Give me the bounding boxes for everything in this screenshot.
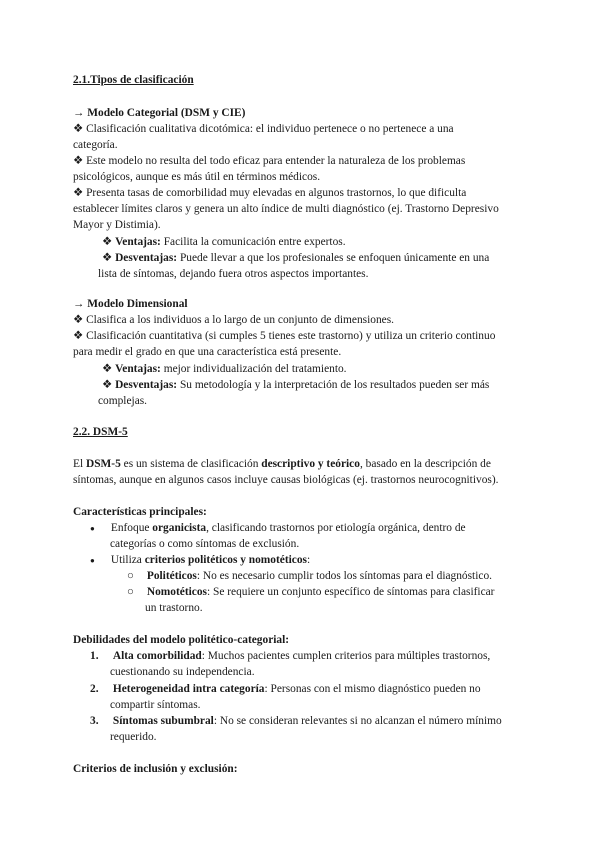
feature-text: Enfoque [110,522,153,534]
weakness-bold: Heterogeneidad intra categoría [112,683,265,695]
categorial-heading [73,105,245,121]
dimensional-heading [73,296,188,312]
bullet-icon: ● [90,556,95,565]
advantages-text: mejor individualización del tratamiento. [160,363,347,375]
categorial-p3-line1 [73,185,466,201]
intro-text: es un sistema de clasificación [120,458,262,470]
diamond-icon: ❖ [102,252,113,264]
features-bullet-1 [90,520,466,537]
weakness-1 [90,648,490,664]
dimensional-p2-line1 [73,328,495,344]
weakness-text: : Muchos pacientes cumplen criterios para múltiples trastornos, [201,650,491,662]
diamond-icon: ❖ [73,187,84,199]
features-bullet-2 [90,552,310,569]
diamond-icon: ❖ [73,155,84,167]
weakness-text: : No se consideran relevantes si no alcanzan el número mínimo [213,715,502,727]
weaknesses-heading: Debilidades del modelo politético-categorial: [73,634,290,646]
arrow-icon: → [73,298,85,310]
feature-bold: organicista [152,522,207,534]
feature-sub-bold: Nomotéticos [146,586,207,598]
dimensional-heading-text: Modelo Dimensional [87,298,188,310]
advantages-text: Facilita la comunicación entre expertos. [160,236,346,248]
feature-text: : [307,554,311,566]
features-bullet-1-line2: categorías o como síntomas de exclusión. [110,538,300,550]
intro-text: El [73,458,86,470]
intro-bold-descriptivo: descriptivo y teórico [261,458,360,470]
weakness-3-line2: requerido. [110,731,157,743]
weakness-2-line2: compartir síntomas. [110,699,201,711]
bullet-icon: ● [90,524,95,533]
categorial-p2-line1 [73,153,465,169]
categorial-p3-text: Presenta tasas de comorbilidad muy elevadas en algunos trastornos, lo que dificulta [86,187,467,199]
feature-sub-text: : No es necesario cumplir todos los síntomas para el diagnóstico. [196,570,492,582]
categorial-advantages [102,234,346,250]
categorial-heading-text: Modelo Categorial (DSM y CIE) [87,107,246,119]
dimensional-disadvantages [102,377,489,393]
categorial-disadvantages-line2: lista de síntomas, dejando fuera otros aspectos importantes. [98,268,369,280]
feature-text: , clasificando trastornos por etiología orgánica, dentro de [206,522,466,534]
features-heading: Características principales: [73,506,207,518]
dimensional-p1-text: Clasifica a los individuos a lo largo de un conjunto de dimensiones. [86,314,394,326]
categorial-disadvantages [102,250,489,266]
diamond-icon: ❖ [102,379,113,391]
circle-bullet-icon: ○ [127,570,134,582]
categorial-p1-line2: categoría. [73,139,118,151]
list-number: 3. [90,715,99,727]
dsm5-intro-line2: síntomas, aunque en algunos casos incluye causas biológicas (ej. trastornos neurocognitivos). [73,474,499,486]
advantages-label: Ventajas: [115,236,161,248]
feature-sub-bold: Politéticos [146,570,197,582]
dsm5-intro-line1 [73,456,491,472]
disadvantages-label: Desventajas: [115,252,178,264]
list-number: 1. [90,650,99,662]
weakness-2 [90,681,481,697]
feature-sub-text: : Se requiere un conjunto específico de síntomas para clasificar [206,586,495,598]
categorial-p2-text: Este modelo no resulta del todo eficaz para entender la naturaleza de los problemas [86,155,466,167]
disadvantages-text: Su metodología y la interpretación de los resultados pueden ser más [177,379,490,391]
intro-text: , basado en la descripción de [359,458,491,470]
diamond-icon: ❖ [102,363,113,375]
weakness-3 [90,713,502,729]
circle-bullet-icon: ○ [127,586,134,598]
weakness-1-line2: cuestionando su independencia. [110,666,255,678]
intro-bold-dsm5: DSM-5 [85,458,121,470]
dimensional-p1 [73,312,394,328]
arrow-icon: → [73,107,85,119]
features-sub-2-line2: un trastorno. [145,602,203,614]
categorial-p2-line2: psicológicos, aunque es más útil en términos médicos. [73,171,321,183]
disadvantages-text: Puede llevar a que los profesionales se enfoquen únicamente en una [177,252,490,264]
features-sub-1 [127,568,492,584]
diamond-icon: ❖ [73,123,84,135]
weakness-bold: Alta comorbilidad [112,650,202,662]
features-sub-2 [127,584,494,600]
categorial-p1-line1 [73,121,454,137]
diamond-icon: ❖ [102,236,113,248]
section-title-2-1: 2.1.Tipos de clasificación [73,74,194,86]
weakness-text: : Personas con el mismo diagnóstico pueden no [264,683,481,695]
diamond-icon: ❖ [73,314,84,326]
dimensional-advantages [102,361,347,377]
dimensional-disadvantages-line2: complejas. [98,395,148,407]
list-number: 2. [90,683,99,695]
feature-text: Utiliza [110,554,145,566]
categorial-p3-line3: Mayor y Distimia). [73,219,161,231]
categorial-p3-line2: establecer límites claros y genera un alto índice de multi diagnóstico (ej. Trastorno Depresivo [73,203,499,215]
categorial-p1-text: Clasificación cualitativa dicotómica: el individuo pertenece o no pertenece a una [86,123,454,135]
disadvantages-label: Desventajas: [115,379,178,391]
feature-bold: criterios politéticos y nomotéticos [144,554,307,566]
advantages-label: Ventajas: [115,363,161,375]
criteria-heading: Criterios de inclusión y exclusión: [73,763,238,775]
dimensional-p2-line2: para medir el grado en que una característica está presente. [73,346,342,358]
diamond-icon: ❖ [73,330,84,342]
section-title-2-2: 2.2. DSM-5 [73,426,128,438]
dimensional-p2-text: Clasificación cuantitativa (si cumples 5 tienes este trastorno) y utiliza un criterio continuo [86,330,496,342]
weakness-bold: Síntomas subumbral [112,715,214,727]
